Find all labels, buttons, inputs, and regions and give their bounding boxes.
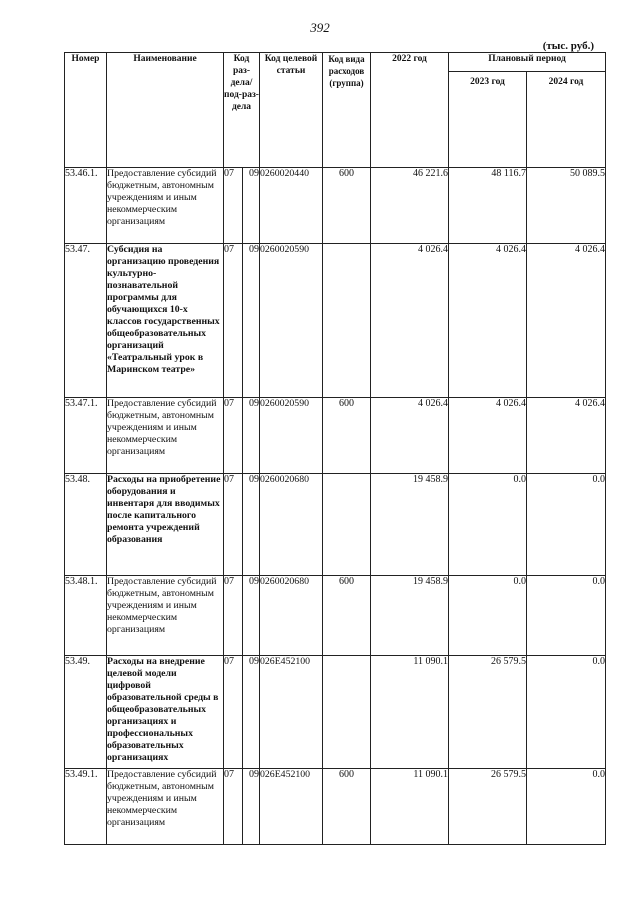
row-number: 53.48. (65, 474, 107, 576)
row-target-code: 026Е452100 (260, 769, 323, 845)
row-name: Предоставление субсидий бюджетным, автономным учреждениям и иным некоммерческим организациям (107, 168, 224, 244)
row-number: 53.47. (65, 244, 107, 398)
page-number: 392 (310, 20, 330, 35)
row-expense-kind: 600 (323, 576, 371, 656)
row-amount-2023: 0.0 (449, 474, 527, 576)
header-expense-kind: Код вида расходов (группа) (323, 53, 371, 168)
row-name: Субсидия на организацию проведения культурно-познавательной программы для обучающихся 10-х классов государственных общеобразовательных организаций «Театральный урок в Маринском театре» (107, 244, 224, 398)
row-subsection: 09 (243, 474, 260, 576)
row-amount-2024: 0.0 (527, 769, 606, 845)
table-row (65, 474, 606, 576)
row-amount-2024: 0.0 (527, 656, 606, 769)
header-name: Наименование (107, 53, 224, 168)
row-amount-2022: 4 026.4 (371, 398, 449, 474)
row-amount-2022: 46 221.6 (371, 168, 449, 244)
row-amount-2023: 48 116.7 (449, 168, 527, 244)
row-target-code: 0260020680 (260, 474, 323, 576)
row-target-code: 0260020590 (260, 398, 323, 474)
header-plan-period: Плановый период (449, 53, 606, 72)
row-amount-2022: 4 026.4 (371, 244, 449, 398)
row-amount-2022: 11 090.1 (371, 656, 449, 769)
row-expense-kind (323, 474, 371, 576)
row-subsection: 09 (243, 769, 260, 845)
header-section: Код раз-дела/ под-раз-дела (224, 53, 260, 168)
row-expense-kind (323, 244, 371, 398)
row-number: 53.48.1. (65, 576, 107, 656)
table-row (65, 168, 606, 244)
row-section: 07 (224, 656, 243, 769)
row-target-code: 0260020590 (260, 244, 323, 398)
row-name: Расходы на приобретение оборудования и инвентаря для вводимых после капитального ремонта учреждений образования (107, 474, 224, 576)
row-section: 07 (224, 168, 243, 244)
row-section: 07 (224, 244, 243, 398)
units-label: (тыс. руб.) (542, 40, 594, 52)
row-subsection: 09 (243, 576, 260, 656)
table-row (65, 398, 606, 474)
row-amount-2024: 4 026.4 (527, 398, 606, 474)
row-amount-2024: 50 089.5 (527, 168, 606, 244)
row-expense-kind (323, 656, 371, 769)
row-amount-2024: 0.0 (527, 576, 606, 656)
row-subsection: 09 (243, 398, 260, 474)
row-target-code: 0260020440 (260, 168, 323, 244)
row-section: 07 (224, 769, 243, 845)
header-target: Код целевой статьи (260, 53, 323, 168)
row-expense-kind: 600 (323, 769, 371, 845)
row-amount-2023: 26 579.5 (449, 769, 527, 845)
header-2023: 2023 год (449, 72, 527, 168)
row-target-code: 026Е452100 (260, 656, 323, 769)
row-amount-2024: 0.0 (527, 474, 606, 576)
row-section: 07 (224, 576, 243, 656)
row-subsection: 09 (243, 244, 260, 398)
row-amount-2022: 11 090.1 (371, 769, 449, 845)
row-amount-2023: 26 579.5 (449, 656, 527, 769)
row-subsection: 09 (243, 168, 260, 244)
row-name: Предоставление субсидий бюджетным, автономным учреждениям и иным некоммерческим организациям (107, 576, 224, 656)
row-number: 53.47.1. (65, 398, 107, 474)
row-target-code: 0260020680 (260, 576, 323, 656)
row-expense-kind: 600 (323, 168, 371, 244)
row-number: 53.49.1. (65, 769, 107, 845)
table-row (65, 244, 606, 398)
row-name: Предоставление субсидий бюджетным, автономным учреждениям и иным некоммерческим организациям (107, 769, 224, 845)
row-amount-2023: 4 026.4 (449, 398, 527, 474)
row-amount-2024: 4 026.4 (527, 244, 606, 398)
budget-table (64, 52, 606, 845)
header-2022: 2022 год (371, 53, 449, 168)
row-expense-kind: 600 (323, 398, 371, 474)
row-amount-2022: 19 458.9 (371, 576, 449, 656)
row-name: Предоставление субсидий бюджетным, автономным учреждениям и иным некоммерческим организациям (107, 398, 224, 474)
row-number: 53.46.1. (65, 168, 107, 244)
table-row (65, 656, 606, 769)
row-section: 07 (224, 398, 243, 474)
table-row (65, 576, 606, 656)
row-section: 07 (224, 474, 243, 576)
row-amount-2023: 4 026.4 (449, 244, 527, 398)
row-amount-2023: 0.0 (449, 576, 527, 656)
header-2024: 2024 год (527, 72, 606, 168)
row-number: 53.49. (65, 656, 107, 769)
row-amount-2022: 19 458.9 (371, 474, 449, 576)
row-subsection: 09 (243, 656, 260, 769)
row-name: Расходы на внедрение целевой модели цифровой образовательной среды в общеобразовательных организациях и профессиональных образовательных организациях (107, 656, 224, 769)
table-row (65, 769, 606, 845)
header-number: Номер (65, 53, 107, 168)
